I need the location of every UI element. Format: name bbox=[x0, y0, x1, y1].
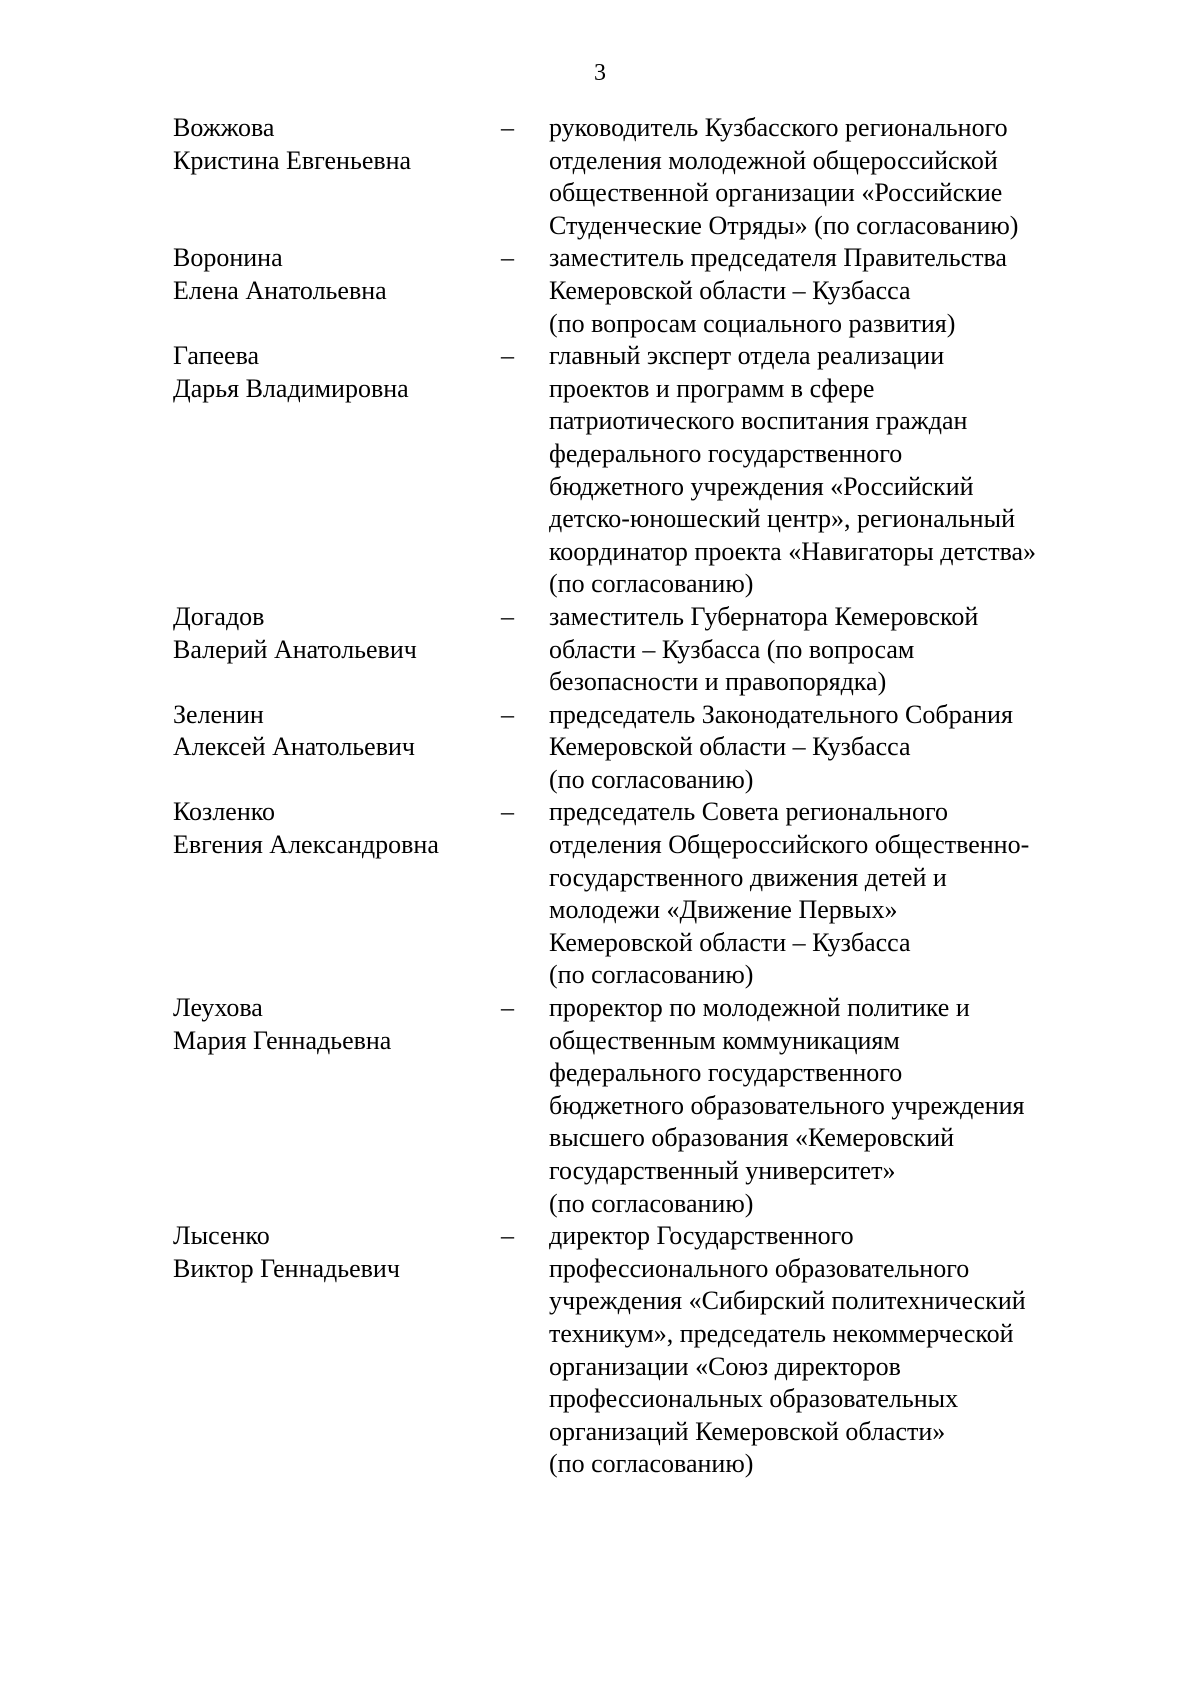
member-role-line: председатель Законодательного Собрания bbox=[549, 699, 1013, 729]
member-entry bbox=[0, 699, 1200, 797]
member-surname: Догадов bbox=[173, 601, 265, 631]
member-given-names: Мария Геннадьевна bbox=[173, 1025, 392, 1055]
member-role-line: проектов и программ в сфере bbox=[549, 373, 875, 403]
member-dash: – bbox=[501, 993, 514, 1023]
member-role-line: детско-юношеский центр», региональный bbox=[549, 504, 1015, 534]
member-list bbox=[0, 112, 1200, 1481]
member-role-line: профессионального образовательного bbox=[549, 1253, 970, 1283]
member-role-line: высшего образования «Кемеровский bbox=[549, 1123, 955, 1153]
member-surname: Вожжова bbox=[173, 113, 275, 142]
member-surname: Воронина bbox=[173, 243, 283, 273]
member-role bbox=[549, 340, 1089, 601]
member-role-line: (по согласованию) bbox=[549, 1449, 754, 1479]
member-role-line: председатель Совета регионального bbox=[549, 797, 949, 827]
member-role bbox=[549, 992, 1089, 1220]
member-entry bbox=[0, 796, 1200, 992]
member-given-names: Алексей Анатольевич bbox=[173, 732, 415, 762]
member-surname: Гапеева bbox=[173, 341, 260, 371]
member-role-line: области – Кузбасса (по вопросам bbox=[549, 634, 915, 664]
member-role bbox=[549, 112, 1089, 242]
member-role-line: проректор по молодежной политике и bbox=[549, 993, 970, 1023]
member-entry bbox=[0, 112, 1200, 242]
member-role-line: общественной организации «Российские bbox=[549, 178, 1003, 208]
member-name bbox=[173, 992, 493, 1057]
member-role-line: (по согласованию) bbox=[549, 960, 754, 990]
member-role bbox=[549, 601, 1089, 699]
member-role-line: (по согласованию) bbox=[549, 1188, 754, 1218]
member-role bbox=[549, 1220, 1089, 1481]
member-surname: Лысенко bbox=[173, 1221, 270, 1251]
member-name bbox=[173, 242, 493, 307]
member-role-line: патриотического воспитания граждан bbox=[549, 406, 968, 436]
member-name bbox=[173, 699, 493, 764]
member-role-line: координатор проекта «Навигаторы детства» bbox=[549, 536, 1037, 566]
member-role-line: общественным коммуникациям bbox=[549, 1025, 900, 1055]
member-role-line: техникум», председатель некоммерческой bbox=[549, 1318, 1014, 1348]
member-dash: – bbox=[501, 113, 514, 142]
member-role-line: безопасности и правопорядка) bbox=[549, 667, 887, 697]
member-entry bbox=[0, 1220, 1200, 1481]
member-role-line: организации «Союз директоров bbox=[549, 1351, 901, 1381]
member-entry bbox=[0, 601, 1200, 699]
member-name bbox=[173, 796, 493, 861]
member-role-line: (по согласованию) bbox=[549, 569, 754, 599]
member-role-line: Кемеровской области – Кузбасса bbox=[549, 927, 911, 957]
member-role-line: бюджетного образовательного учреждения bbox=[549, 1090, 1025, 1120]
member-given-names: Дарья Владимировна bbox=[173, 373, 409, 403]
member-given-names: Виктор Геннадьевич bbox=[173, 1253, 400, 1283]
member-role bbox=[549, 699, 1089, 797]
member-role-line: федерального государственного bbox=[549, 1058, 903, 1088]
member-dash: – bbox=[501, 1221, 514, 1251]
member-role-line: руководитель Кузбасского регионального bbox=[549, 113, 1008, 142]
member-role-line: отделения Общероссийского общественно- bbox=[549, 830, 1030, 860]
member-given-names: Елена Анатольевна bbox=[173, 275, 387, 305]
member-role-line: учреждения «Сибирский политехнический bbox=[549, 1286, 1026, 1316]
member-surname: Зеленин bbox=[173, 699, 264, 729]
member-role-line: Студенческие Отряды» (по согласованию) bbox=[549, 210, 1019, 240]
member-role-line: бюджетного учреждения «Российский bbox=[549, 471, 974, 501]
member-entry bbox=[0, 992, 1200, 1220]
member-name bbox=[173, 601, 493, 666]
member-dash: – bbox=[501, 601, 514, 631]
member-role-line: государственного движения детей и bbox=[549, 862, 947, 892]
member-role-line: (по согласованию) bbox=[549, 764, 754, 794]
member-role bbox=[549, 796, 1089, 992]
member-role-line: Кемеровской области – Кузбасса bbox=[549, 732, 911, 762]
member-role-line: отделения молодежной общероссийской bbox=[549, 145, 998, 175]
member-role-line: Кемеровской области – Кузбасса bbox=[549, 275, 911, 305]
member-role-line: государственный университет» bbox=[549, 1156, 896, 1185]
member-role-line: заместитель председателя Правительства bbox=[549, 243, 1007, 273]
member-role-line: молодежи «Движение Первых» bbox=[549, 895, 898, 925]
member-dash: – bbox=[501, 699, 514, 729]
member-name bbox=[173, 112, 493, 177]
member-given-names: Кристина Евгеньевна bbox=[173, 145, 412, 175]
member-entry bbox=[0, 340, 1200, 601]
member-dash: – bbox=[501, 341, 514, 371]
member-dash: – bbox=[501, 797, 514, 827]
member-surname: Козленко bbox=[173, 797, 276, 827]
member-role-line: заместитель Губернатора Кемеровской bbox=[549, 601, 979, 631]
page-number: 3 bbox=[594, 60, 606, 86]
member-name bbox=[173, 1220, 493, 1285]
member-role-line: профессиональных образовательных bbox=[549, 1384, 959, 1414]
member-given-names: Евгения Александровна bbox=[173, 830, 439, 860]
member-role bbox=[549, 242, 1089, 340]
member-role-line: федерального государственного bbox=[549, 438, 903, 468]
member-entry bbox=[0, 242, 1200, 340]
member-dash: – bbox=[501, 243, 514, 273]
member-name bbox=[173, 340, 493, 405]
member-role-line: организаций Кемеровской области» bbox=[549, 1416, 946, 1446]
member-role-line: директор Государственного bbox=[549, 1221, 854, 1251]
member-given-names: Валерий Анатольевич bbox=[173, 634, 417, 664]
member-role-line: (по вопросам социального развития) bbox=[549, 308, 956, 338]
member-surname: Леухова bbox=[173, 993, 263, 1023]
member-role-line: главный эксперт отдела реализации bbox=[549, 341, 945, 371]
